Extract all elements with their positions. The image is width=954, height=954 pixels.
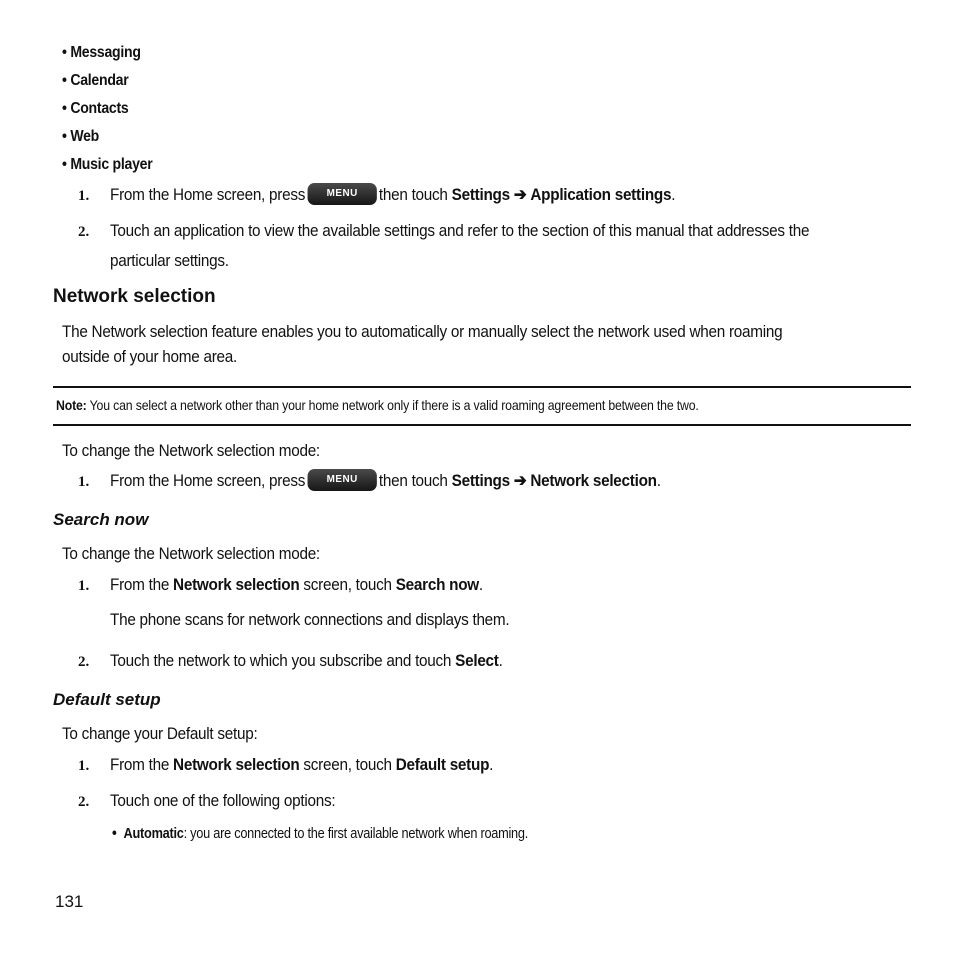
list-item-messaging: • Messaging	[62, 44, 141, 61]
step-number: 2.	[78, 794, 90, 810]
list-item-label: Contacts	[70, 100, 129, 117]
list-item-label: Music player	[70, 156, 153, 173]
step-number: 1.	[78, 188, 90, 204]
section-heading-network-selection: Network selection	[53, 286, 216, 307]
step-number: 1.	[78, 474, 90, 490]
option-automatic: • Automatic: you are connected to the first available network when roaming.	[112, 825, 529, 842]
network-step-1: From the Home screen, press MENU then touch Settings ➔ Network selection.	[110, 471, 661, 491]
network-paragraph-line1: The Network selection feature enables you to automatically or manually select the network used when roaming	[62, 322, 783, 341]
arrow-icon: ➔	[513, 185, 527, 204]
search-now-intro: To change the Network selection mode:	[62, 544, 320, 563]
step-number: 1.	[78, 578, 90, 594]
step-number: 2.	[78, 224, 90, 240]
step-number: 2.	[78, 654, 90, 670]
list-item-contacts: • Contacts	[62, 100, 129, 117]
search-now-step-2: Touch the network to which you subscribe and touch Select.	[110, 651, 503, 670]
subsection-heading-search-now: Search now	[53, 510, 149, 529]
menu-button: MENU	[307, 469, 376, 491]
search-now-step-1-note: The phone scans for network connections and displays them.	[110, 610, 510, 629]
list-item-web: • Web	[62, 128, 100, 145]
app-step-2-line2: particular settings.	[110, 251, 229, 270]
menu-button: MENU	[307, 183, 376, 205]
arrow-icon: ➔	[513, 471, 527, 490]
list-item-music-player: • Music player	[62, 156, 153, 173]
list-item-label: Web	[70, 128, 100, 145]
default-setup-step-2: Touch one of the following options:	[110, 791, 336, 810]
page-number: 131	[55, 892, 84, 911]
list-item-calendar: • Calendar	[62, 72, 129, 89]
list-item-label: Messaging	[70, 44, 141, 61]
network-intro: To change the Network selection mode:	[62, 441, 320, 460]
search-now-step-1: From the Network selection screen, touch Search now.	[110, 575, 483, 594]
app-step-1: From the Home screen, press MENU then touch Settings ➔ Application settings.	[110, 185, 675, 205]
list-item-label: Calendar	[70, 72, 129, 89]
network-paragraph-line2: outside of your home area.	[62, 347, 237, 366]
subsection-heading-default-setup: Default setup	[53, 690, 161, 709]
note: Note: You can select a network other than your home network only if there is a valid roaming agreement between the two.	[56, 397, 699, 413]
note-top-rule	[53, 386, 911, 388]
note-bottom-rule	[53, 424, 911, 426]
step-number: 1.	[78, 758, 90, 774]
default-setup-intro: To change your Default setup:	[62, 724, 258, 743]
app-step-2-line1: Touch an application to view the available settings and refer to the section of this manual that addresses the	[110, 221, 810, 240]
default-setup-step-1: From the Network selection screen, touch Default setup.	[110, 755, 494, 774]
